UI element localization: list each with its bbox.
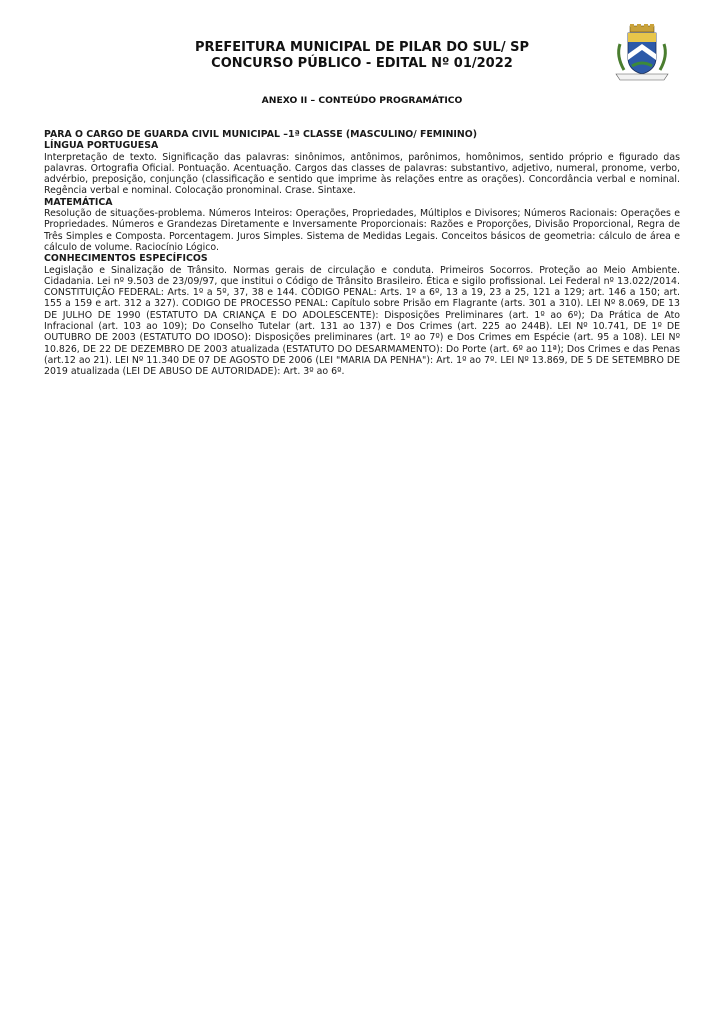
coat-of-arms-icon: [610, 24, 674, 84]
section-text-portuguese: Interpretação de texto. Significação das palavras: sinônimos, antônimos, parônimos, homônimos, sentido próprio e figurado das palavras. Ortografia Oficial. Pontuação. Acentuação. Cargos das classes de palavras: substantivo, adjetivo, numeral, pronome, verbo, advérbio, preposição, conjunção (classificação e sentido que imprime às relações entre as orações). Concordância verbal e nominal. Regência verbal e nominal. Colocação pronominal. Crase. Sintaxe.: [44, 151, 680, 197]
section-text-math: Resolução de situações-problema. Números Inteiros: Operações, Propriedades, Múltiplos e Divisores; Números Racionais: Operações e Propriedades. Números e Grandezas Diretamente e Inversamente Proporcionais: Razões e Proporções, Divisão Proporcional, Regra de Três Simples e Composta. Porcentagem. Juros Simples. Sistema de Medidas Legais. Conceitos básicos de geometria: cálculo de área e cálculo de volume. Raciocínio Lógico.: [44, 208, 680, 253]
syllabus-content: [44, 129, 680, 378]
section-heading-portuguese: LÍNGUA PORTUGUESA: [44, 140, 159, 152]
section-text-specific: Legislação e Sinalização de Trânsito. Normas gerais de circulação e conduta. Primeiros Socorros. Proteção ao Meio Ambiente. Cidadania. Lei nº 9.503 de 23/09/97, que institui o Código de Trânsito Brasileiro. Ética e sigilo profissional. Lei Federal nº 13.022/2014. CONSTITUIÇÃO FEDERAL: Arts. 1º a 5º, 37, 38 e 144. CÓDIGO PENAL: Arts. 1º a 6º, 13 a 19, 23 a 25, 121 a 129; art. 146 a 150; art. 155 a 159 e art. 312 a 327). CODIGO DE PROCESSO PENAL: Capítulo sobre Prisão em Flagrante (arts. 301 a 310). LEI Nº 8.069, DE 13 DE JULHO DE 1990 (ESTATUTO DA CRIANÇA E DO ADOLESCENTE): Disposições Preliminares (art. 1º ao 6º); Da Prática de Ato Infracional (art. 103 ao 109); Do Conselho Tutelar (art. 131 ao 137) e Dos Crimes (art. 225 ao 244B). LEI Nº 10.741, DE 1º DE OUTUBRO DE 2003 (ESTATUTO DO IDOSO): Disposições preliminares (art. 1º ao 7º) e Dos Crimes em Espécie (art. 95 a 108). LEI Nº 10.826, DE 22 DE DEZEMBRO DE 2003 atualizada (ESTATUTO DO DESARMAMENTO): Do Porte (art. 6º ao 11ª); Dos Crimes e das Penas (art.12 ao 21). LEI Nº 11.340 DE 07 DE AGOSTO DE 2006 (LEI "MARIA DA PENHA"): Art. 1º ao 7º. LEI Nº 13.869, DE 5 DE SETEMBRO DE 2019 atualizada (LEI DE ABUSO DE AUTORIDADE): Art. 3º ao 6º.: [44, 264, 680, 378]
section-heading-specific: CONHECIMENTOS ESPECÍFICOS: [44, 253, 208, 265]
section-heading-math: MATEMÁTICA: [44, 196, 113, 208]
municipality-title: PREFEITURA MUNICIPAL DE PILAR DO SUL/ SP: [194, 40, 529, 55]
position-title: PARA O CARGO DE GUARDA CIVIL MUNICIPAL –1ª CLASSE (MASCULINO/ FEMININO): [44, 129, 478, 140]
annex-title: ANEXO II – CONTEÚDO PROGRAMÁTICO: [261, 95, 463, 106]
contest-title: CONCURSO PÚBLICO - EDITAL Nº 01/2022: [211, 56, 513, 71]
